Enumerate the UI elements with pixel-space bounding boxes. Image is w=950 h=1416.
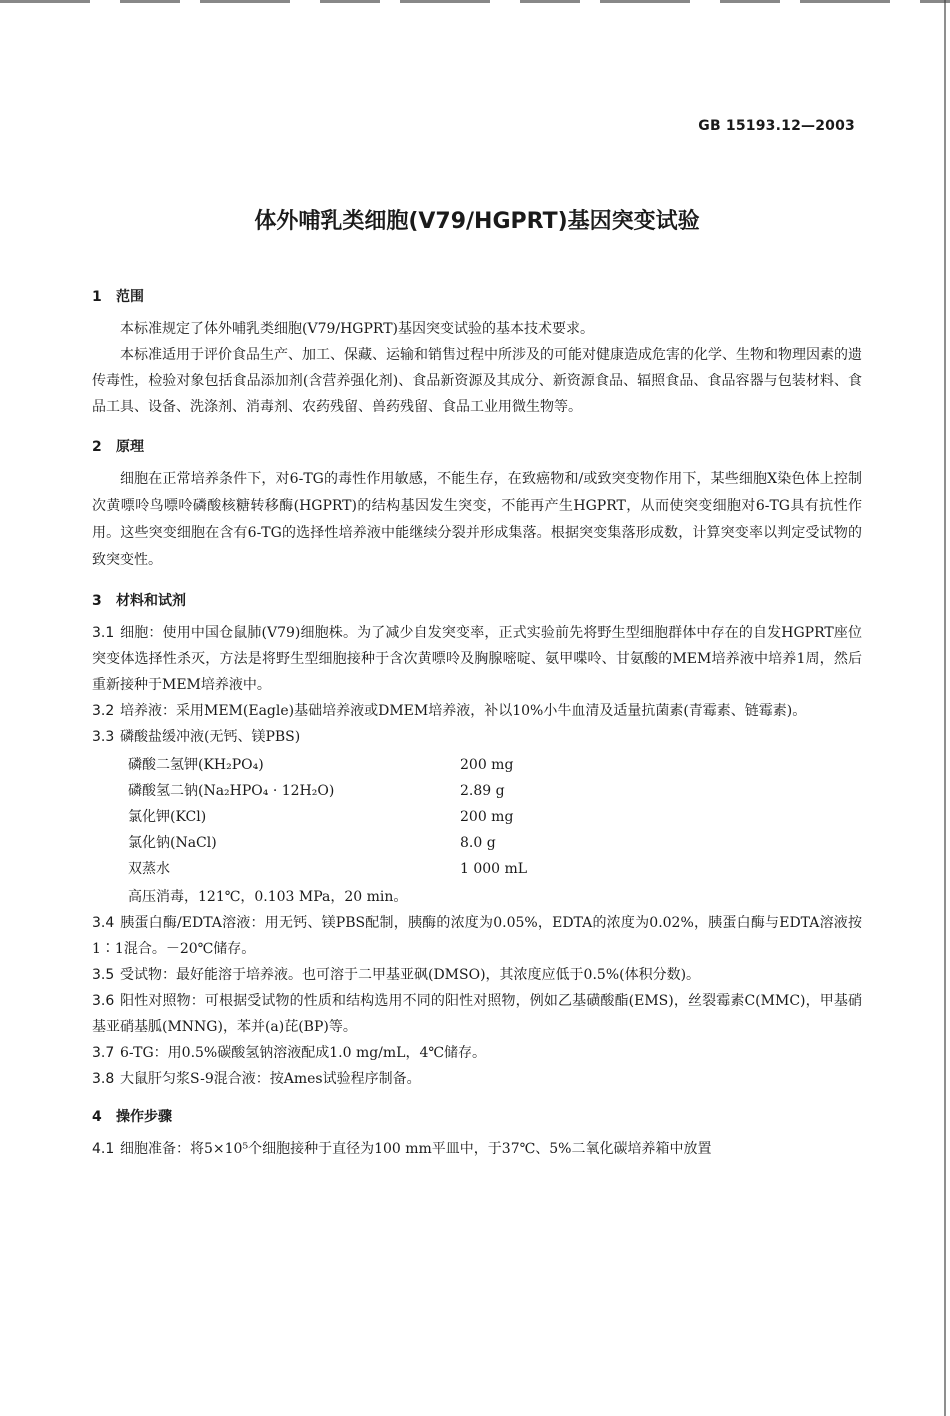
clause-number: 3.3 — [92, 729, 115, 745]
reagent-row — [128, 856, 862, 882]
section-heading — [92, 590, 862, 610]
clause — [92, 910, 862, 962]
reagent-note: 高压消毒，121℃，0.103 MPa，20 min。 — [128, 889, 408, 905]
clause-text: 细胞准备：将5×10⁵个细胞接种于直径为100 mm平皿中，于37℃、5%二氧化碳培养箱中放置 — [120, 1141, 712, 1157]
section-heading — [92, 436, 862, 456]
clause-number: 3.1 — [92, 625, 115, 641]
section-title: 原理 — [116, 439, 144, 455]
reagent-list — [128, 752, 862, 882]
reagent-row — [128, 804, 862, 830]
clause — [92, 962, 862, 988]
reagent-row — [128, 778, 862, 804]
clause-number: 3.2 — [92, 703, 115, 719]
paragraph: 本标准规定了体外哺乳类细胞(V79/HGPRT)基因突变试验的基本技术要求。 — [120, 321, 595, 337]
section-materials — [92, 590, 862, 1092]
clause-number: 3.4 — [92, 915, 115, 931]
section-heading — [92, 1106, 862, 1126]
paragraph: 细胞在正常培养条件下，对6-TG的毒性作用敏感，不能生存，在致癌物和/或致突变物作用下，某些细胞X染色体上控制次黄嘌呤鸟嘌呤磷酸核糖转移酶(HGPRT)的结构基因发生突变，不能再产生HGPRT，从而使突变细胞对6-TG具有抗性作用。这些突变细胞在含有6-TG的选择性培养液中能继续分裂并形成集落。根据突变集落形成数，计算突变率以判定受试物的致突变性。 — [92, 471, 862, 568]
clause-text: 培养液：采用MEM(Eagle)基础培养液或DMEM培养液，补以10%小牛血清及适量抗菌素(青霉素、链霉素)。 — [120, 703, 807, 719]
section-title: 材料和试剂 — [116, 593, 186, 609]
section-number: 4 — [92, 1109, 102, 1125]
clause — [92, 724, 862, 750]
section-scope — [92, 286, 862, 420]
clause-number: 3.7 — [92, 1045, 115, 1061]
reagent-row — [128, 752, 862, 778]
section-procedure — [92, 1106, 862, 1162]
section-number: 2 — [92, 439, 102, 455]
clause-text: 受试物：最好能溶于培养液。也可溶于二甲基亚砜(DMSO)，其浓度应低于0.5%(体积分数)。 — [120, 967, 701, 983]
scan-border-right — [944, 0, 946, 1416]
document-title: 体外哺乳类细胞(V79/HGPRT)基因突变试验 — [254, 209, 700, 234]
clause — [92, 698, 862, 724]
reagent-row — [128, 830, 862, 856]
reagent-name: 磷酸氢二钠(Na₂HPO₄ · 12H₂O) — [128, 783, 335, 799]
clause — [92, 988, 862, 1040]
paragraph: 本标准适用于评价食品生产、加工、保藏、运输和销售过程中所涉及的可能对健康造成危害的化学、生物和物理因素的遗传毒性，检验对象包括食品添加剂(含营养强化剂)、食品新资源及其成分、新资源食品、辐照食品、食品容器与包装材料、食品工具、设备、洗涤剂、消毒剂、农药残留、兽药残留、食品工业用微生物等。 — [92, 347, 862, 415]
clause-number: 3.8 — [92, 1071, 115, 1087]
reagent-amount: 2.89 g — [460, 783, 505, 799]
section-heading — [92, 286, 862, 306]
clause-text: 胰蛋白酶/EDTA溶液：用无钙、镁PBS配制，胰酶的浓度为0.05%，EDTA的浓度为0.02%，胰蛋白酶与EDTA溶液按1∶1混合。－20℃储存。 — [92, 915, 862, 957]
reagent-name: 氯化钠(NaCl) — [128, 835, 217, 851]
clause-text: 磷酸盐缓冲液(无钙、镁PBS) — [120, 729, 301, 745]
reagent-name: 磷酸二氢钾(KH₂PO₄) — [128, 757, 264, 773]
section-number: 1 — [92, 289, 102, 305]
reagent-amount: 8.0 g — [460, 835, 496, 851]
reagent-name: 双蒸水 — [128, 861, 170, 877]
clause-text: 6-TG：用0.5%碳酸氢钠溶液配成1.0 mg/mL，4℃储存。 — [120, 1045, 487, 1061]
clause-number: 4.1 — [92, 1141, 115, 1157]
clause — [92, 1066, 862, 1092]
section-title: 范围 — [116, 289, 144, 305]
clause-number: 3.5 — [92, 967, 115, 983]
document-body — [92, 286, 862, 1176]
clause — [92, 620, 862, 698]
clause — [92, 1040, 862, 1066]
clause-number: 3.6 — [92, 993, 115, 1009]
clause-text: 阳性对照物：可根据受试物的性质和结构选用不同的阳性对照物，例如乙基磺酸酯(EMS)，丝裂霉素C(MMC)，甲基硝基亚硝基胍(MNNG)，苯并(a)芘(BP)等。 — [92, 993, 862, 1035]
clause-text: 细胞：使用中国仓鼠肺(V79)细胞株。为了减少自发突变率，正式实验前先将野生型细胞群体中存在的自发HGPRT座位突变体选择性杀灭，方法是将野生型细胞接种于含次黄嘌呤及胸腺嘧啶、氨甲喋呤、甘氨酸的MEM培养液中培养1周，然后重新接种于MEM培养液中。 — [92, 625, 862, 693]
clause — [92, 1136, 862, 1162]
reagent-amount: 1 000 mL — [460, 861, 528, 877]
reagent-amount: 200 mg — [460, 757, 514, 773]
scan-border-top — [0, 0, 950, 3]
reagent-name: 氯化钾(KCl) — [128, 809, 207, 825]
section-title: 操作步骤 — [116, 1109, 172, 1125]
standard-code: GB 15193.12—2003 — [698, 118, 855, 134]
section-principle — [92, 436, 862, 574]
reagent-amount: 200 mg — [460, 809, 514, 825]
clause-text: 大鼠肝匀浆S-9混合液：按Ames试验程序制备。 — [120, 1071, 421, 1087]
section-number: 3 — [92, 593, 102, 609]
